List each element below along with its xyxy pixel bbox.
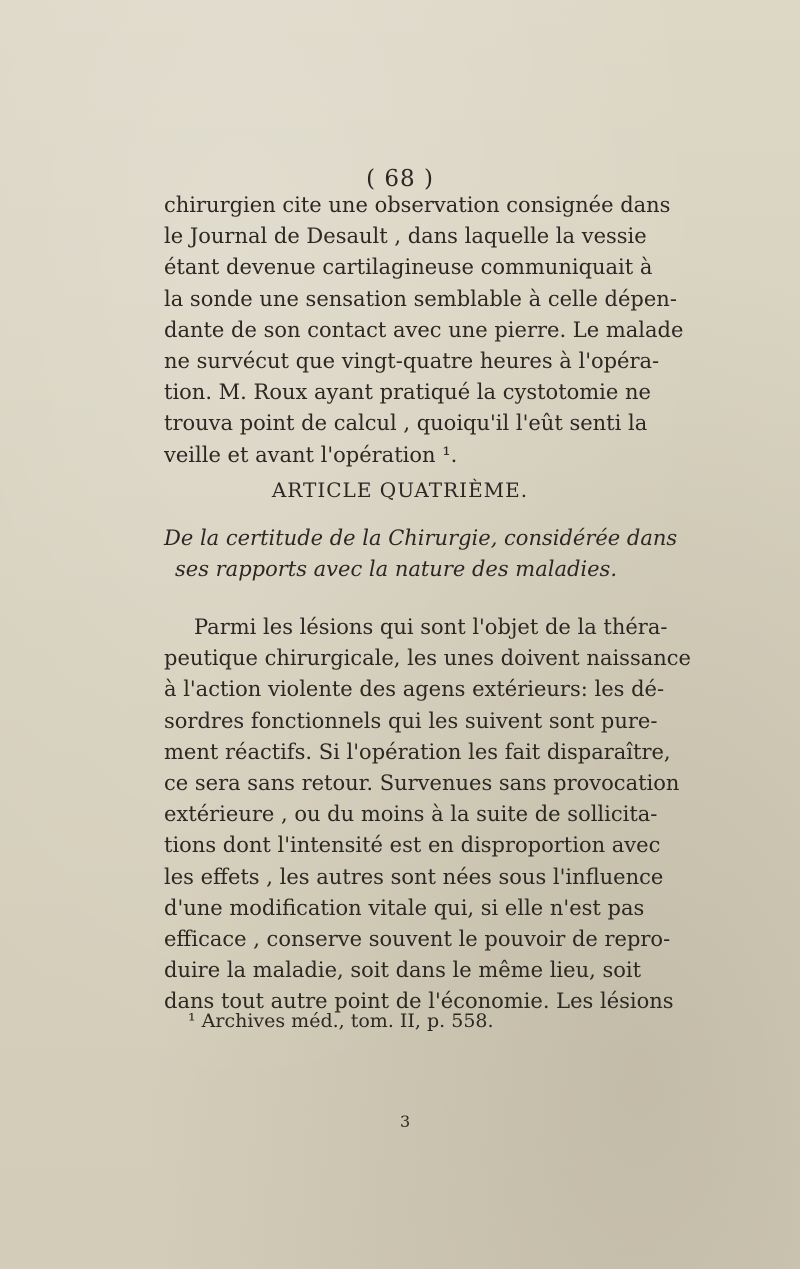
text-line: dans tout autre point de l'économie. Les lésions xyxy=(164,989,674,1014)
text-line: tion. M. Roux ayant pratiqué la cystotomie ne xyxy=(164,380,651,405)
section-title xyxy=(164,523,678,585)
text-line: efficace , conserve souvent le pouvoir de repro- xyxy=(164,927,671,952)
text-line: à l'action violente des agens extérieurs: les dé- xyxy=(164,677,665,702)
footnote: ¹ Archives méd., tom. II, p. 558. xyxy=(188,1010,494,1032)
section-title-line: ses rapports avec la nature des maladies. xyxy=(174,557,617,581)
article-heading: ARTICLE QUATRIÈME. xyxy=(271,478,529,502)
text-line: trouva point de calcul , quoiqu'il l'eût senti la xyxy=(164,411,648,436)
text-line: le Journal de Desault , dans laquelle la vessie xyxy=(164,224,647,249)
text-line: ment réactifs. Si l'opération les fait disparaître, xyxy=(164,739,671,764)
text-line: étant devenue cartilagineuse communiquait à xyxy=(164,255,653,280)
text-line: les effets , les autres sont nées sous l'influence xyxy=(164,864,664,889)
text-line: chirurgien cite une observation consignée dans xyxy=(164,193,671,217)
section-title-line: De la certitude de la Chirurgie, considérée dans xyxy=(164,526,678,550)
text-line: tions dont l'intensité est en disproportion avec xyxy=(164,833,661,858)
signature-mark: 3 xyxy=(400,1112,411,1131)
text-line: ne survécut que vingt-quatre heures à l'opéra- xyxy=(164,349,660,374)
text-line: Parmi les lésions qui sont l'objet de la théra- xyxy=(194,615,668,639)
text-line: sordres fonctionnels qui les suivent sont pure- xyxy=(164,708,658,733)
page-number: ( 68 ) xyxy=(366,166,434,192)
text-line: ce sera sans retour. Survenues sans provocation xyxy=(164,771,680,796)
text-line: peutique chirurgicale, les unes doivent naissance xyxy=(164,646,691,671)
text-line: d'une modification vitale qui, si elle n'est pas xyxy=(164,895,645,920)
text-line: extérieure , ou du moins à la suite de sollicita- xyxy=(164,802,658,827)
text-line: duire la maladie, soit dans le même lieu, soit xyxy=(164,958,642,983)
paragraph-main xyxy=(164,612,691,1018)
paragraph-continuation xyxy=(164,190,684,471)
text-line: dante de son contact avec une pierre. Le malade xyxy=(164,317,684,342)
text-line: la sonde une sensation semblable à celle dépen- xyxy=(164,286,677,311)
text-line: veille et avant l'opération ¹. xyxy=(164,442,458,467)
